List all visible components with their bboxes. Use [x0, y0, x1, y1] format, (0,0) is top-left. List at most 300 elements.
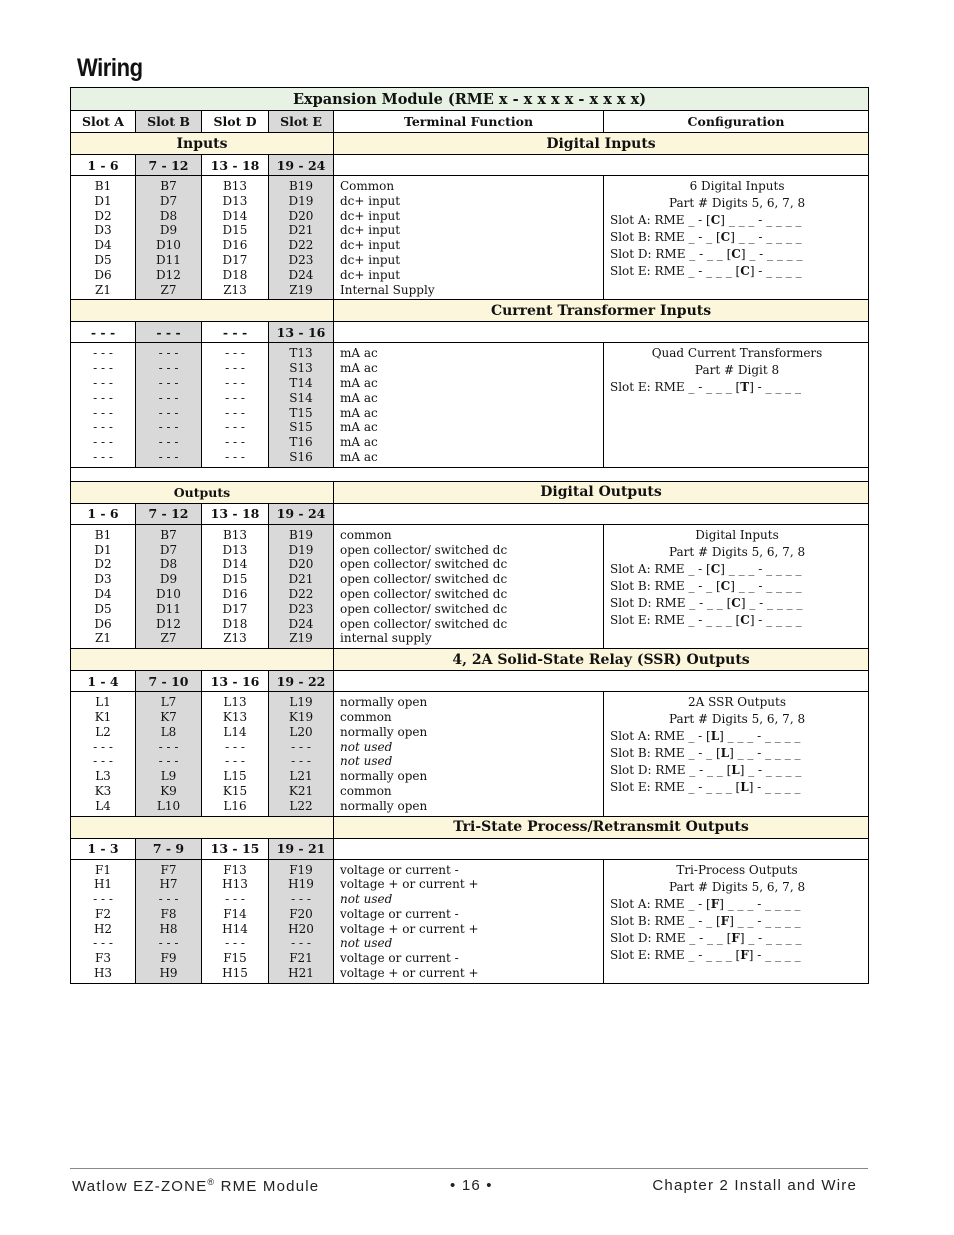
terminal-function: dc+ input — [340, 238, 401, 253]
terminal-function: mA ac — [340, 449, 378, 464]
terminal-range: 1 - 6 — [71, 155, 136, 176]
range-row — [71, 503, 869, 524]
config-text: Slot D: RME _ - _ _ [ — [610, 763, 732, 778]
terminal-function: mA ac — [340, 435, 378, 450]
terminal-function: mA ac — [340, 405, 378, 420]
terminal-function-list — [334, 524, 604, 648]
terminal-function: open collector/ switched dc — [340, 601, 508, 616]
terminal-label: K15 — [222, 783, 248, 798]
terminal-label: S13 — [289, 361, 313, 376]
terminal-list-slot-d — [202, 524, 269, 648]
spacer-row — [71, 467, 869, 481]
terminal-label: - - - — [93, 390, 113, 405]
terminal-label: L22 — [289, 798, 313, 813]
terminal-label: D9 — [159, 572, 178, 587]
config-line — [610, 246, 864, 263]
config-line — [610, 762, 864, 779]
config-text: ] - _ _ _ _ — [748, 947, 801, 962]
terminal-function-list — [334, 859, 604, 983]
col-slot-e: Slot E — [269, 111, 334, 133]
config-code: C — [731, 247, 741, 261]
config-code: C — [710, 213, 721, 227]
terminal-label: - - - — [291, 739, 311, 754]
col-slot-a: Slot A — [71, 111, 136, 133]
terminal-label: D6 — [94, 616, 112, 631]
terminal-label: H14 — [222, 921, 248, 936]
terminal-label: T13 — [289, 346, 313, 361]
terminal-label: H2 — [93, 921, 113, 936]
page-title: Wiring — [77, 54, 143, 82]
config-text: ] - _ _ _ _ — [749, 380, 801, 395]
terminal-label: - - - — [225, 435, 245, 450]
terminal-label: - - - — [158, 346, 179, 361]
range-empty-cell — [334, 838, 869, 859]
terminal-label: - - - — [291, 936, 311, 951]
table-row — [71, 692, 869, 816]
terminal-range: 19 - 22 — [269, 671, 334, 692]
terminal-label: F14 — [223, 906, 247, 921]
terminal-label: - - - — [158, 390, 179, 405]
terminal-function-list — [334, 692, 604, 816]
section-left-label: Inputs — [71, 133, 334, 155]
terminal-list-slot-a — [71, 692, 136, 816]
section-left-label — [71, 300, 334, 322]
terminal-label: F13 — [223, 862, 247, 877]
terminal-function: normally open — [340, 695, 428, 710]
terminal-label: D11 — [156, 601, 181, 616]
config-text: ] _ _ _ - _ _ _ _ — [720, 561, 802, 576]
terminal-function: mA ac — [340, 420, 378, 435]
terminal-list-slot-e — [269, 343, 334, 467]
terminal-range: 19 - 24 — [269, 503, 334, 524]
terminal-label: D15 — [222, 223, 248, 238]
config-code: L — [710, 729, 720, 744]
terminal-label: F19 — [289, 862, 313, 877]
range-row — [71, 838, 869, 859]
terminal-function: open collector/ switched dc — [340, 542, 508, 557]
terminal-function: dc+ input — [340, 267, 401, 282]
terminal-label: D13 — [222, 542, 248, 557]
terminal-label: Z7 — [160, 631, 177, 646]
config-text: ] _ _ _ - _ _ _ _ — [720, 213, 802, 227]
terminal-label: - - - — [158, 754, 179, 769]
terminal-function: voltage or current - — [340, 906, 459, 921]
terminal-label: - - - — [225, 754, 245, 769]
range-row — [71, 322, 869, 343]
terminal-label: - - - — [158, 405, 179, 420]
terminal-label: D11 — [156, 252, 181, 267]
terminal-label: D19 — [288, 193, 314, 208]
terminal-list-slot-d — [202, 343, 269, 467]
config-text: Slot B: RME _ - _ [ — [610, 230, 721, 244]
config-part-number: Part # Digits 5, 6, 7, 8 — [668, 712, 806, 727]
terminal-list-slot-d — [202, 692, 269, 816]
terminal-label: - - - — [225, 739, 245, 754]
terminal-range: 1 - 4 — [71, 671, 136, 692]
terminal-label: D10 — [156, 586, 181, 601]
terminal-label: D1 — [94, 193, 112, 208]
terminal-label: - - - — [225, 405, 245, 420]
terminal-label: - - - — [225, 346, 245, 361]
terminal-label: K19 — [288, 709, 314, 724]
terminal-label: B7 — [160, 527, 177, 542]
config-text: Slot A: RME _ - [ — [610, 729, 711, 744]
config-text: Slot B: RME _ - _ [ — [610, 578, 721, 593]
terminal-label: D12 — [156, 616, 181, 631]
terminal-label: D3 — [94, 572, 112, 587]
terminal-function: normally open — [340, 798, 428, 813]
terminal-label: L7 — [160, 695, 177, 710]
terminal-list-slot-a — [71, 524, 136, 648]
footer-divider — [70, 1168, 868, 1169]
config-title: Quad Current Transformers — [651, 346, 823, 361]
terminal-list-slot-a — [71, 859, 136, 983]
terminal-label: B7 — [160, 179, 177, 193]
terminal-list-slot-b — [136, 524, 202, 648]
config-code: C — [720, 578, 731, 593]
terminal-label: D21 — [288, 223, 314, 238]
terminal-list-slot-b — [136, 343, 202, 467]
terminal-function: dc+ input — [340, 223, 401, 238]
terminal-function: not used — [340, 892, 393, 907]
terminal-label: - - - — [291, 754, 311, 769]
terminal-label: - - - — [158, 892, 179, 907]
section-header-row — [71, 816, 869, 838]
config-text: ] - _ _ _ _ — [749, 264, 802, 278]
terminal-label: D14 — [222, 208, 248, 223]
config-code: L — [720, 746, 730, 761]
config-line — [610, 947, 864, 964]
terminal-label: K13 — [222, 709, 248, 724]
footer-product-name: Watlow EZ-ZONE — [72, 1178, 208, 1195]
terminal-list-slot-a — [71, 343, 136, 467]
terminal-label: - - - — [93, 405, 113, 420]
configuration-cell — [604, 343, 869, 467]
terminal-function: not used — [340, 754, 393, 769]
terminal-range: 7 - 12 — [136, 155, 202, 176]
config-line — [610, 578, 864, 595]
terminal-label: - - - — [225, 449, 245, 464]
terminal-range: - - - — [202, 322, 269, 343]
terminal-label: L10 — [156, 798, 181, 813]
terminal-range: 13 - 16 — [269, 322, 334, 343]
terminal-label: Z1 — [95, 631, 111, 646]
terminal-label: D24 — [288, 267, 314, 282]
terminal-label: - - - — [225, 375, 245, 390]
terminal-label: - - - — [158, 739, 179, 754]
terminal-range: - - - — [71, 322, 136, 343]
terminal-label: - - - — [225, 936, 245, 951]
section-title: Tri-State Process/Retransmit Outputs — [334, 816, 869, 838]
config-text: Slot E: RME _ - _ _ _ [ — [610, 612, 741, 627]
terminal-function: mA ac — [340, 375, 378, 390]
terminal-label: D19 — [288, 542, 314, 557]
terminal-label: L4 — [95, 798, 111, 813]
terminal-range: 13 - 18 — [202, 503, 269, 524]
terminal-list-slot-e — [269, 859, 334, 983]
terminal-label: L14 — [223, 724, 247, 739]
terminal-label: - - - — [158, 361, 179, 376]
terminal-label: - - - — [93, 892, 113, 907]
config-text: ] _ _ - _ _ _ _ — [729, 746, 801, 761]
config-code: F — [731, 930, 740, 945]
terminal-label: - - - — [225, 361, 245, 376]
section-left-label — [71, 649, 334, 671]
terminal-label: D24 — [288, 616, 314, 631]
terminal-label: H8 — [159, 921, 178, 936]
config-title: Tri-Process Outputs — [676, 862, 798, 877]
terminal-label: L16 — [223, 798, 247, 813]
range-row — [71, 671, 869, 692]
terminal-range: 13 - 18 — [202, 155, 269, 176]
terminal-label: D13 — [222, 193, 248, 208]
terminal-label: - - - — [225, 420, 245, 435]
config-text: ] _ _ _ - _ _ _ _ — [719, 729, 801, 744]
config-code: C — [740, 264, 750, 278]
terminal-range: 13 - 16 — [202, 671, 269, 692]
config-text: ] - _ _ _ _ — [748, 780, 801, 795]
config-code: C — [710, 561, 721, 576]
terminal-label: D20 — [288, 557, 314, 572]
terminal-label: - - - — [291, 892, 311, 907]
terminal-label: S16 — [289, 449, 313, 464]
config-text: ] _ - _ _ _ _ — [740, 247, 803, 261]
range-empty-cell — [334, 322, 869, 343]
configuration-cell — [604, 859, 869, 983]
terminal-list-slot-b — [136, 176, 202, 300]
col-slot-d: Slot D — [202, 111, 269, 133]
column-header-row — [71, 111, 869, 133]
config-title: 6 Digital Inputs — [689, 179, 785, 193]
terminal-label: K7 — [160, 709, 177, 724]
terminal-label: K3 — [94, 783, 112, 798]
table-header: Expansion Module (RME x - x x x x - x x x x) — [71, 88, 869, 111]
terminal-label: F20 — [289, 906, 313, 921]
wiring-table — [70, 87, 869, 984]
config-text: Slot D: RME _ - _ _ [ — [610, 595, 732, 610]
configuration-cell — [604, 176, 869, 300]
terminal-label: H15 — [222, 966, 248, 981]
terminal-label: D22 — [288, 586, 314, 601]
terminal-label: B13 — [222, 527, 248, 542]
terminal-list-slot-e — [269, 524, 334, 648]
terminal-label: F1 — [95, 862, 111, 877]
terminal-label: D7 — [159, 193, 178, 208]
config-part-number: Part # Digit 8 — [694, 363, 780, 378]
footer-product — [72, 1177, 319, 1195]
terminal-label: F9 — [160, 951, 177, 966]
section-header-row — [71, 649, 869, 671]
terminal-label: D9 — [159, 223, 178, 238]
terminal-label: D16 — [222, 238, 248, 253]
terminal-label: D21 — [288, 572, 314, 587]
terminal-label: - - - — [93, 739, 113, 754]
configuration-cell — [604, 524, 869, 648]
terminal-label: D23 — [288, 601, 314, 616]
configuration-cell — [604, 692, 869, 816]
config-text: ] _ _ _ - _ _ _ _ — [719, 896, 801, 911]
terminal-function: open collector/ switched dc — [340, 572, 508, 587]
terminal-range: - - - — [136, 322, 202, 343]
terminal-label: F15 — [223, 951, 247, 966]
config-text: ] _ _ - _ _ _ _ — [729, 913, 801, 928]
section-title: 4, 2A Solid-State Relay (SSR) Outputs — [334, 649, 869, 671]
page-number: • 16 • — [450, 1177, 493, 1194]
terminal-function: voltage + or current + — [340, 966, 479, 981]
config-text: ] _ _ - _ _ _ _ — [730, 578, 802, 593]
config-text: Slot E: RME _ - _ _ _ [ — [610, 780, 741, 795]
config-line — [610, 913, 864, 930]
config-code: C — [740, 612, 750, 627]
section-left-label: Outputs — [71, 481, 334, 503]
terminal-label: L1 — [95, 695, 111, 710]
terminal-label: - - - — [93, 346, 113, 361]
config-text: Slot D: RME _ - _ _ [ — [610, 930, 732, 945]
terminal-label: T15 — [289, 405, 313, 420]
terminal-label: B19 — [288, 527, 314, 542]
terminal-function: Internal Supply — [340, 282, 435, 297]
terminal-function: mA ac — [340, 390, 378, 405]
terminal-label: - - - — [225, 390, 245, 405]
terminal-function: common — [340, 527, 392, 542]
terminal-label: D14 — [222, 557, 248, 572]
config-text: Slot D: RME _ - _ _ [ — [610, 247, 732, 261]
terminal-label: D1 — [94, 542, 112, 557]
terminal-label: D2 — [94, 557, 112, 572]
config-line — [610, 561, 864, 578]
range-empty-cell — [334, 155, 869, 176]
terminal-function: mA ac — [340, 346, 378, 361]
terminal-range: 19 - 24 — [269, 155, 334, 176]
terminal-label: H20 — [288, 921, 314, 936]
config-text: Slot E: RME _ - _ _ _ [ — [610, 264, 741, 278]
terminal-label: D18 — [222, 616, 248, 631]
terminal-label: - - - — [158, 449, 179, 464]
terminal-label: L19 — [289, 695, 313, 710]
terminal-function: dc+ input — [340, 193, 401, 208]
terminal-list-slot-e — [269, 692, 334, 816]
footer-chapter: Chapter 2 Install and Wire — [652, 1177, 857, 1194]
terminal-range: 1 - 6 — [71, 503, 136, 524]
config-line — [610, 595, 864, 612]
terminal-label: Z1 — [95, 282, 111, 297]
table-row — [71, 524, 869, 648]
terminal-range: 7 - 12 — [136, 503, 202, 524]
terminal-label: D4 — [94, 238, 112, 253]
terminal-label: D15 — [222, 572, 248, 587]
terminal-label: L3 — [95, 769, 111, 784]
terminal-function: voltage or current - — [340, 862, 459, 877]
terminal-label: D12 — [156, 267, 181, 282]
terminal-label: D3 — [94, 223, 112, 238]
config-text: ] _ - _ _ _ _ — [739, 763, 802, 778]
terminal-label: T16 — [289, 435, 313, 450]
terminal-list-slot-d — [202, 859, 269, 983]
terminal-label: D7 — [159, 542, 178, 557]
config-code: L — [740, 780, 749, 795]
terminal-label: D23 — [288, 252, 314, 267]
terminal-function: mA ac — [340, 361, 378, 376]
config-code: F — [710, 896, 720, 911]
config-code: C — [720, 230, 731, 244]
terminal-function: open collector/ switched dc — [340, 586, 508, 601]
terminal-label: S14 — [289, 390, 313, 405]
terminal-function: Common — [340, 179, 395, 193]
spacer-cell — [71, 467, 869, 481]
terminal-label: - - - — [93, 754, 113, 769]
terminal-function: normally open — [340, 724, 428, 739]
terminal-function: internal supply — [340, 631, 432, 646]
terminal-label: H21 — [288, 966, 314, 981]
terminal-list-slot-d — [202, 176, 269, 300]
terminal-label: D5 — [94, 601, 112, 616]
terminal-function: common — [340, 783, 392, 798]
terminal-function: not used — [340, 936, 393, 951]
col-slot-b: Slot B — [136, 111, 202, 133]
config-line — [610, 212, 864, 229]
config-line — [610, 612, 864, 629]
config-code: F — [720, 913, 730, 928]
terminal-label: H19 — [288, 877, 314, 892]
config-line — [610, 745, 864, 762]
config-text: Slot E: RME _ - _ _ _ [ — [610, 947, 741, 962]
table-row — [71, 176, 869, 300]
table-row — [71, 859, 869, 983]
terminal-function: voltage or current - — [340, 951, 459, 966]
terminal-function: open collector/ switched dc — [340, 616, 508, 631]
terminal-label: H9 — [159, 966, 178, 981]
terminal-label: D16 — [222, 586, 248, 601]
terminal-label: H13 — [222, 877, 248, 892]
terminal-range: 13 - 15 — [202, 838, 269, 859]
terminal-function: dc+ input — [340, 208, 401, 223]
terminal-label: - - - — [158, 420, 179, 435]
terminal-label: K9 — [160, 783, 177, 798]
terminal-label: L20 — [289, 724, 313, 739]
terminal-label: D5 — [94, 252, 112, 267]
terminal-list-slot-e — [269, 176, 334, 300]
col-terminal-function: Terminal Function — [334, 111, 604, 133]
terminal-label: - - - — [93, 420, 113, 435]
config-text: ] _ - _ _ _ _ — [740, 595, 803, 610]
config-text: Slot A: RME _ - [ — [610, 561, 711, 576]
terminal-label: - - - — [93, 361, 113, 376]
config-part-number: Part # Digits 5, 6, 7, 8 — [668, 544, 806, 559]
terminal-label: D10 — [156, 238, 181, 253]
config-text: ] _ _ - _ _ _ _ — [730, 230, 802, 244]
terminal-label: D17 — [222, 252, 248, 267]
config-title: 2A SSR Outputs — [688, 695, 787, 710]
terminal-label: D18 — [222, 267, 248, 282]
terminal-range: 7 - 10 — [136, 671, 202, 692]
terminal-range: 7 - 9 — [136, 838, 202, 859]
terminal-range: 19 - 21 — [269, 838, 334, 859]
terminal-label: D8 — [159, 208, 178, 223]
terminal-label: H7 — [159, 877, 178, 892]
range-empty-cell — [334, 503, 869, 524]
terminal-label: D22 — [288, 238, 314, 253]
terminal-label: F2 — [95, 906, 111, 921]
terminal-label: - - - — [158, 435, 179, 450]
terminal-label: H3 — [93, 966, 113, 981]
config-text: Slot A: RME _ - [ — [610, 896, 711, 911]
section-header-row — [71, 133, 869, 155]
terminal-label: B1 — [94, 527, 112, 542]
terminal-label: Z13 — [223, 631, 247, 646]
config-code: T — [740, 380, 750, 395]
config-line — [610, 896, 864, 913]
config-line — [610, 229, 864, 246]
